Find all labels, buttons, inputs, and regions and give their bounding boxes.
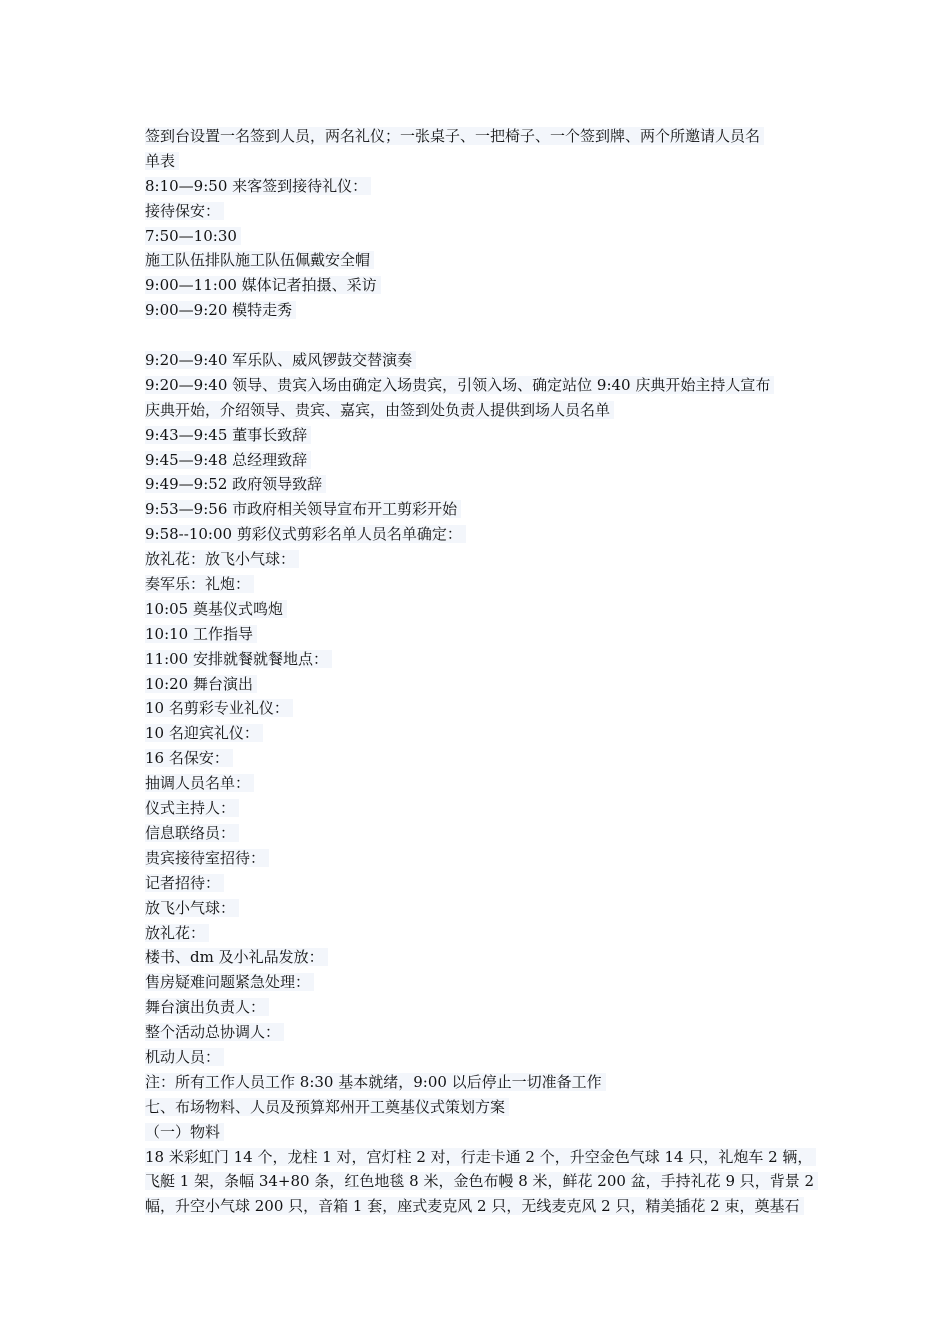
line-text: 飞艇 1 架，条幅 34+80 条，红色地毯 8 米，金色布幔 8 米，鲜花 200 盆，手持礼花 9 只，背景 2 [145,1172,818,1190]
line-text: 七、布场物料、人员及预算郑州开工奠基仪式策划方案 [145,1098,509,1116]
line-text: 记者招待： [145,874,224,892]
line-text: 11:00 安排就餐就餐地点： [145,650,332,668]
line-text: 舞台演出负责人： [145,998,269,1016]
text-line [145,796,825,821]
line-text: 签到台设置一名签到人员，两名礼仪；一张桌子、一把椅子、一个签到牌、两个所邀请人员名 [145,127,764,145]
text-line [145,1194,825,1219]
text-line [145,398,825,423]
text-line [145,1020,825,1045]
line-text: 抽调人员名单： [145,774,254,792]
text-line [145,896,825,921]
text-line [145,945,825,970]
line-text: 9:58--10:00 剪彩仪式剪彩名单人员名单确定： [145,525,466,543]
text-line [145,472,825,497]
text-line [145,273,825,298]
text-line [145,622,825,647]
text-line [145,597,825,622]
line-text: 放礼花： [145,924,209,942]
line-text: 机动人员： [145,1048,224,1066]
text-line [145,174,825,199]
text-line [145,721,825,746]
text-line [145,746,825,771]
line-text: 9:20—9:40 领导、贵宾入场由确定入场贵宾，引领入场、确定站位 9:40 庆典开始主持人宣布 [145,376,774,394]
line-text: 放飞小气球： [145,899,239,917]
line-text: 10:20 舞台演出 [145,675,257,693]
text-line [145,821,825,846]
line-text: 9:00—9:20 模特走秀 [145,301,296,319]
text-line [145,995,825,1020]
blank-line [145,323,825,348]
text-line [145,1120,825,1145]
line-text: 9:53—9:56 市政府相关领导宣布开工剪彩开始 [145,500,461,518]
text-line [145,199,825,224]
text-line [145,224,825,249]
line-text: 10 名迎宾礼仪： [145,724,263,742]
line-text: （一）物料 [145,1123,224,1141]
text-line [145,373,825,398]
line-text: 9:49—9:52 政府领导致辞 [145,475,326,493]
line-text: 单表 [145,152,179,170]
text-line [145,522,825,547]
text-line [145,1070,825,1095]
text-line [145,248,825,273]
text-line [145,672,825,697]
line-text: 10:05 奠基仪式鸣炮 [145,600,287,618]
document-body [145,124,825,1219]
text-line [145,871,825,896]
line-text: 18 米彩虹门 14 个，龙柱 1 对，宫灯柱 2 对，行走卡通 2 个，升空金色气球 14 只，礼炮车 2 辆， [145,1148,816,1166]
line-text: 10 名剪彩专业礼仪： [145,699,293,717]
line-text: 信息联络员： [145,824,239,842]
line-text: 注：所有工作人员工作 8:30 基本就绪，9:00 以后停止一切准备工作 [145,1073,606,1091]
text-line [145,970,825,995]
text-line [145,771,825,796]
text-line [145,647,825,672]
line-text: 10:10 工作指导 [145,625,257,643]
line-text: 16 名保安： [145,749,233,767]
text-line [145,149,825,174]
line-text: 售房疑难问题紧急处理： [145,973,314,991]
line-text: 8:10—9:50 来客签到接待礼仪： [145,177,371,195]
line-text: 7:50—10:30 [145,227,241,245]
text-line [145,1169,825,1194]
line-text: 9:43—9:45 董事长致辞 [145,426,311,444]
line-text: 接待保安： [145,202,224,220]
line-text: 9:00—11:00 媒体记者拍摄、采访 [145,276,381,294]
line-text: 奏军乐：礼炮： [145,575,254,593]
line-text: 9:45—9:48 总经理致辞 [145,451,311,469]
text-line [145,448,825,473]
line-text: 放礼花：放飞小气球： [145,550,299,568]
text-line [145,1045,825,1070]
text-line [145,1095,825,1120]
text-line [145,497,825,522]
text-line [145,846,825,871]
line-text: 整个活动总协调人： [145,1023,284,1041]
line-text: 仪式主持人： [145,799,239,817]
line-text: 幅，升空小气球 200 只，音箱 1 套，座式麦克风 2 只，无线麦克风 2 只，精美插花 2 束，奠基石 [145,1197,804,1215]
line-text: 施工队伍排队施工队伍佩戴安全帽 [145,251,374,269]
line-text: 庆典开始，介绍领导、贵宾、嘉宾，由签到处负责人提供到场人员名单 [145,401,614,419]
text-line [145,124,825,149]
text-line [145,348,825,373]
text-line [145,423,825,448]
text-line [145,572,825,597]
line-text: 9:20—9:40 军乐队、威风锣鼓交替演奏 [145,351,416,369]
text-line [145,298,825,323]
text-line [145,1145,825,1170]
line-text: 楼书、dm 及小礼品发放： [145,948,328,966]
line-text: 贵宾接待室招待： [145,849,269,867]
text-line [145,921,825,946]
text-line [145,547,825,572]
text-line [145,696,825,721]
